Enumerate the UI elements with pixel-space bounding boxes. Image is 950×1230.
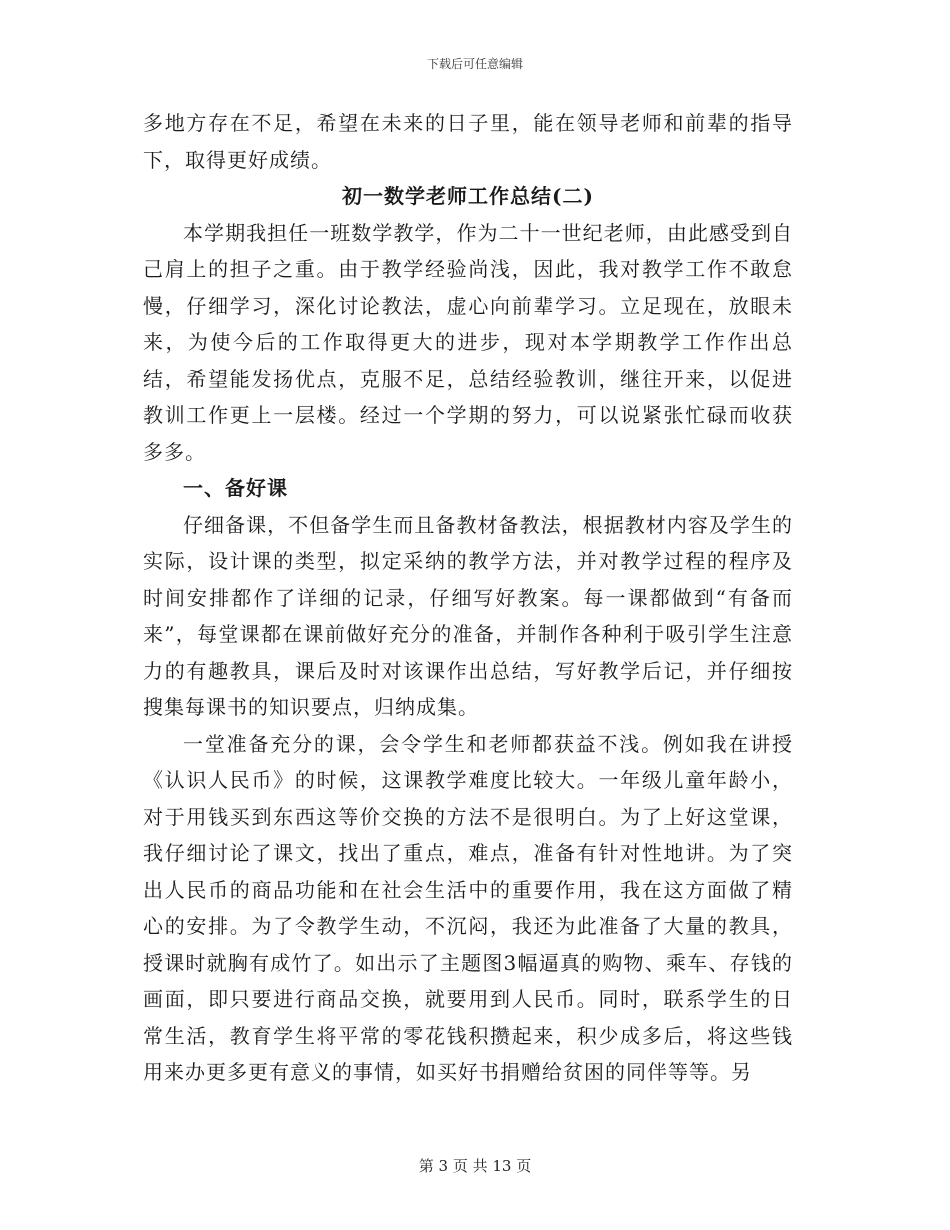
section-heading: 一、备好课 [183, 476, 288, 500]
lesson-prep-paragraph: 仔细备课，不但备学生而且备教材备教法，根据教材内容及学生的实际，设计课的类型，拟定采纳的教学方法，并对教学过程的程序及时间安排都作了详细的记录，仔细写好教案。每一课都做到“有备而来”，每堂课都在课前做好充分的准备，并制作各种利于吸引学生注意力的有趣教具，课后及时对该课作出总结，写好教学后记，并仔细按搜集每课书的知识要点，归纳成集。 [143, 512, 793, 719]
page-number: 第 3 页 共 13 页 [418, 1157, 532, 1175]
document-body [143, 105, 793, 1091]
section-title: 初一数学老师工作总结(二) [342, 184, 594, 208]
continuation-paragraph: 多地方存在不足，希望在未来的日子里，能在领导老师和前辈的指导下，取得更好成绩。 [143, 111, 793, 172]
example-paragraph: 一堂准备充分的课，会令学生和老师都获益不浅。例如我在讲授《认识人民币》的时候，这课教学难度比较大。一年级儿童年龄小，对于用钱买到东西这等价交换的方法不是很明白。为了上好这堂课，我仔细讨论了课文，找出了重点，难点，准备有针对性地讲。为了突出人民币的商品功能和在社会生活中的重要作用，我在这方面做了精心的安排。为了令教学生动，不沉闷，我还为此准备了大量的教具，授课时就胸有成竹了。如出示了主题图3幅逼真的购物、乘车、存钱的画面，即只要进行商品交换，就要用到人民币。同时，联系学生的日常生活，教育学生将平常的零花钱积攒起来，积少成多后，将这些钱用来办更多更有意义的事情，如买好书捐赠给贫困的同伴等等。另 [143, 731, 793, 1084]
header-note: 下载后可任意编辑 [426, 57, 523, 71]
intro-paragraph: 本学期我担任一班数学教学，作为二十一世纪老师，由此感受到自己肩上的担子之重。由于教学经验尚浅，因此，我对教学工作不敢怠慢，仔细学习，深化讨论教法，虚心向前辈学习。立足现在，放眼未来，为使今后的工作取得更大的进步，现对本学期教学工作作出总结，希望能发扬优点，克服不足，总结经验教训，继往开来，以促进教训工作更上一层楼。经过一个学期的努力，可以说紧张忙碌而收获多多。 [143, 220, 793, 464]
